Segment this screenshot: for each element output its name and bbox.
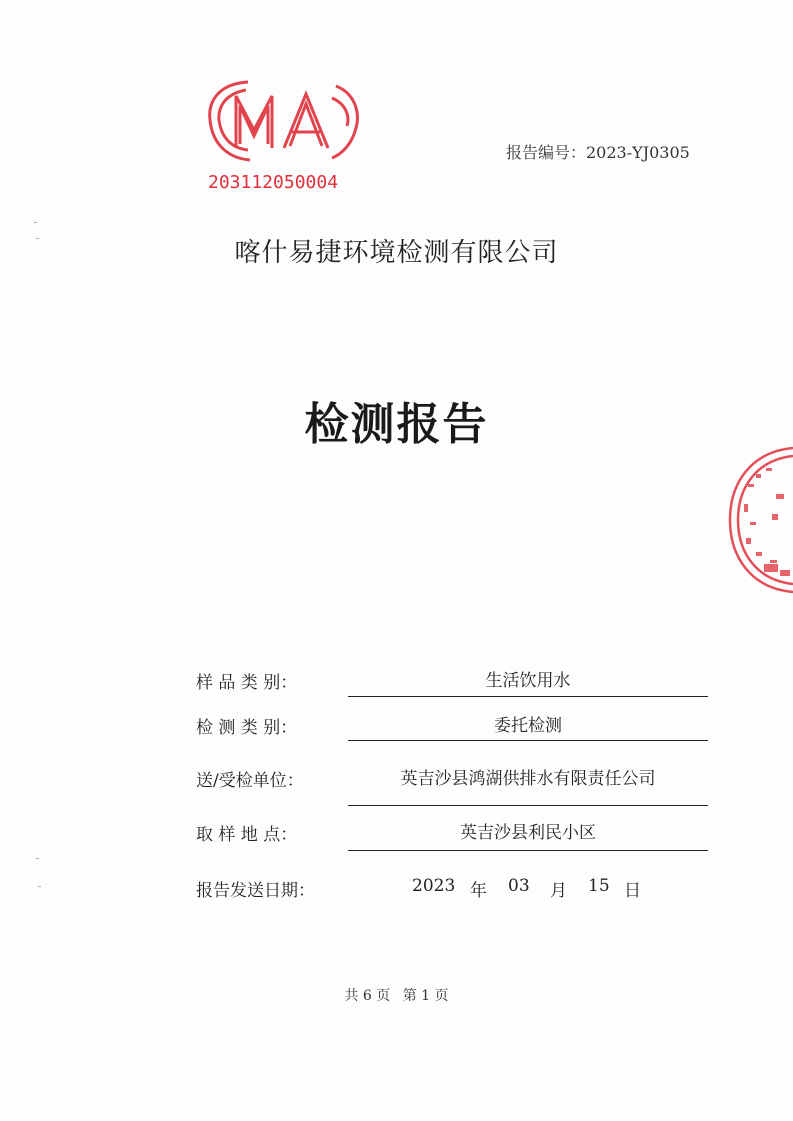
company-seal xyxy=(726,444,793,596)
location-underline xyxy=(348,850,708,851)
sample-type-value: 生活饮用水 xyxy=(485,671,571,691)
test-type-value: 委托检测 xyxy=(494,716,562,736)
sample-type-label: 样 品 类 别： xyxy=(196,673,298,693)
company-name xyxy=(0,232,793,269)
client-value: 英吉沙县鸿湖供排水有限责任公司 xyxy=(400,769,656,789)
test-type-label: 检 测 类 别： xyxy=(196,718,298,738)
client-label: 送/受检单位： xyxy=(196,771,304,791)
current-page: 第 1 页 xyxy=(402,988,449,1004)
scan-speck xyxy=(36,858,39,859)
client-underline xyxy=(348,805,708,806)
info-row-test-type xyxy=(0,711,793,751)
report-number: 报告编号：2023-YJ0305 xyxy=(506,143,690,162)
date-day-unit: 日 xyxy=(624,881,641,901)
page-footer xyxy=(0,985,793,1005)
date-month: 03 xyxy=(508,876,530,896)
scan-speck xyxy=(38,886,41,887)
info-row-client xyxy=(0,764,793,804)
info-row-date xyxy=(0,874,793,914)
sample-type-underline xyxy=(348,696,708,697)
total-pages: 共 6 页 xyxy=(344,988,391,1004)
location-value: 英吉沙县利民小区 xyxy=(460,823,596,843)
location-label: 取 样 地 点： xyxy=(196,825,298,845)
report-title: 检测报告 xyxy=(304,399,489,450)
cma-certificate-number: 203112050004 xyxy=(208,172,339,193)
test-type-underline xyxy=(348,740,708,741)
date-label: 报告发送日期： xyxy=(196,881,315,901)
date-year-unit: 年 xyxy=(470,881,487,901)
date-day: 15 xyxy=(588,876,610,896)
date-month-unit: 月 xyxy=(550,881,567,901)
info-row-sample-type xyxy=(0,666,793,706)
scan-speck xyxy=(36,238,39,239)
company-name-text: 喀什易捷环境检测有限公司 xyxy=(234,238,559,268)
date-year: 2023 xyxy=(412,876,456,896)
info-row-location xyxy=(0,818,793,858)
scan-speck xyxy=(34,222,37,223)
